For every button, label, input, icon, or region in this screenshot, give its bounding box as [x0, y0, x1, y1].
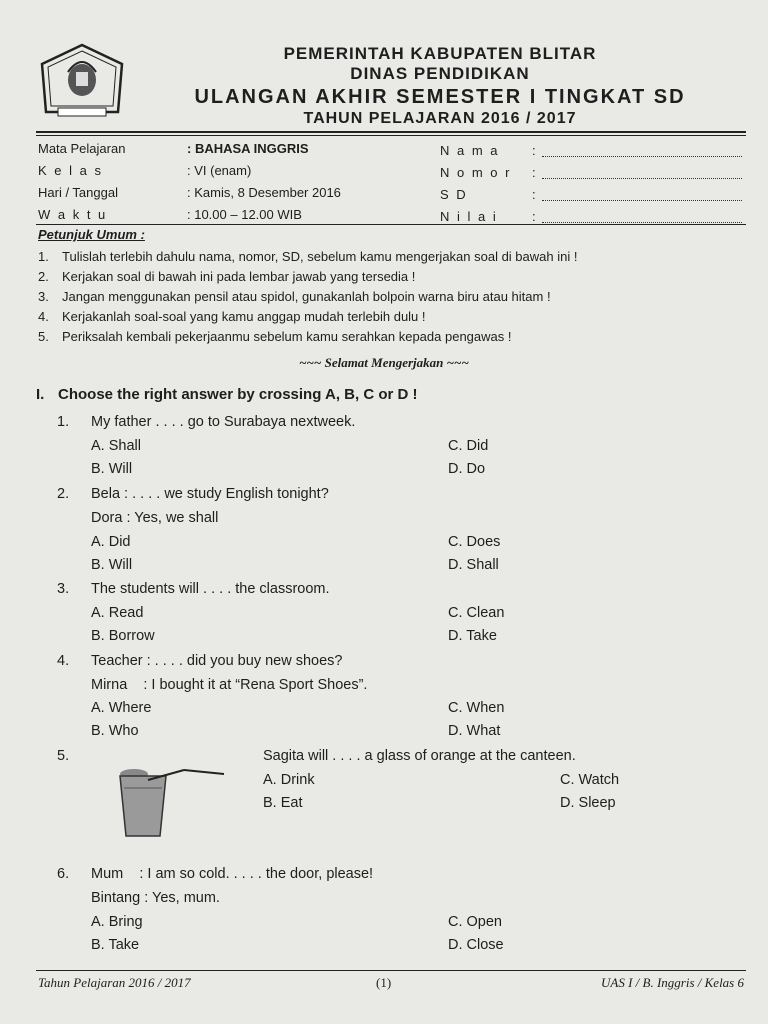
- number-colon: :: [532, 165, 536, 180]
- option-b[interactable]: B. Who: [91, 723, 139, 739]
- orange-juice-glass-icon: [112, 766, 232, 842]
- question-text: Mum : I am so cold. . . . . the door, please!: [91, 866, 374, 882]
- option-a[interactable]: A. Did: [91, 534, 131, 550]
- instruction-item: [38, 249, 577, 264]
- number-label: N o m o r: [440, 165, 512, 180]
- school-label: S D: [440, 187, 468, 202]
- option-d[interactable]: D. Close: [448, 937, 504, 953]
- regency-emblem-icon: [38, 42, 126, 122]
- header-government: PEMERINTAH KABUPATEN BLITAR: [283, 44, 597, 63]
- time-value: : 10.00 – 12.00 WIB: [187, 207, 302, 222]
- header-divider: [36, 131, 746, 133]
- question-text: Sagita will . . . . a glass of orange at the canteen.: [263, 748, 576, 764]
- question-text: The students will . . . . the classroom.: [91, 581, 330, 597]
- section-title: Choose the right answer by crossing A, B, C or D !: [58, 386, 418, 403]
- time-label: W a k t u: [38, 207, 108, 222]
- instruction-number: 3.: [38, 289, 49, 304]
- date-label: Hari / Tanggal: [38, 185, 118, 200]
- question-text: Teacher : . . . . did you buy new shoes?: [91, 653, 343, 669]
- option-c[interactable]: C. Did: [448, 438, 489, 454]
- option-a[interactable]: A. Where: [91, 700, 152, 716]
- instruction-item: [38, 309, 426, 324]
- header-exam-title: ULANGAN AKHIR SEMESTER I TINGKAT SD: [194, 86, 686, 108]
- question-text: Bintang : Yes, mum.: [91, 890, 220, 906]
- instructions-title: Petunjuk Umum :: [38, 227, 145, 242]
- section-number: I.: [36, 386, 45, 403]
- option-c[interactable]: C. Clean: [448, 605, 505, 621]
- question-text: Bela : . . . . we study English tonight?: [91, 486, 329, 502]
- score-label: N i l a i: [440, 209, 498, 224]
- footer-divider: [36, 970, 746, 971]
- name-label: N a m a: [440, 143, 500, 158]
- option-d[interactable]: D. Sleep: [560, 795, 616, 811]
- name-field[interactable]: [542, 145, 742, 157]
- question-text: My father . . . . go to Surabaya nextweek.: [91, 414, 356, 430]
- option-b[interactable]: B. Will: [91, 461, 133, 477]
- question-number: 4.: [57, 653, 70, 669]
- section-heading: [36, 386, 418, 403]
- question-number: 1.: [57, 414, 70, 430]
- question-number: 6.: [57, 866, 70, 882]
- page-number: (1): [376, 975, 392, 990]
- score-colon: :: [532, 209, 536, 224]
- option-c[interactable]: C. Watch: [560, 772, 620, 788]
- instruction-text: Tulislah terlebih dahulu nama, nomor, SD, sebelum kamu mengerjakan soal di bawah ini !: [62, 249, 578, 264]
- score-field[interactable]: [542, 211, 742, 223]
- option-d[interactable]: D. Do: [448, 461, 486, 477]
- option-c[interactable]: C. When: [448, 700, 505, 716]
- instruction-number: 1.: [38, 249, 49, 264]
- instruction-number: 4.: [38, 309, 49, 324]
- instruction-item: [38, 289, 551, 304]
- instruction-text: Kerjakan soal di bawah ini pada lembar jawab yang tersedia !: [62, 269, 416, 284]
- class-value: : VI (enam): [187, 163, 252, 178]
- option-c[interactable]: C. Open: [448, 914, 502, 930]
- subject-label: Mata Pelajaran: [38, 141, 126, 156]
- footer-school-year: Tahun Pelajaran 2016 / 2017: [38, 975, 191, 990]
- name-colon: :: [532, 143, 536, 158]
- subject-value: : BAHASA INGGRIS: [187, 141, 309, 156]
- instruction-number: 2.: [38, 269, 49, 284]
- option-c[interactable]: C. Does: [448, 534, 501, 550]
- info-divider: [36, 224, 746, 225]
- number-field[interactable]: [542, 167, 742, 179]
- question-number: 5.: [57, 748, 70, 764]
- school-colon: :: [532, 187, 536, 202]
- instruction-text: Jangan menggunakan pensil atau spidol, gunakanlah bolpoin warna biru atau hitam !: [62, 289, 551, 304]
- question-number: 3.: [57, 581, 70, 597]
- option-d[interactable]: D. Take: [448, 628, 497, 644]
- option-a[interactable]: A. Bring: [91, 914, 143, 930]
- class-label: K e l a s: [38, 163, 103, 178]
- option-a[interactable]: A. Shall: [91, 438, 141, 454]
- option-b[interactable]: B. Take: [91, 937, 140, 953]
- option-d[interactable]: D. What: [448, 723, 501, 739]
- option-a[interactable]: A. Drink: [263, 772, 315, 788]
- school-field[interactable]: [542, 189, 742, 201]
- footer-exam-code: UAS I / B. Inggris / Kelas 6: [601, 975, 744, 990]
- instruction-item: [38, 329, 511, 344]
- option-a[interactable]: A. Read: [91, 605, 144, 621]
- greeting: ~~~ Selamat Mengerjakan ~~~: [299, 355, 469, 370]
- header-divider-thin: [36, 135, 746, 136]
- instruction-item: [38, 269, 415, 284]
- option-b[interactable]: B. Will: [91, 557, 133, 573]
- instruction-number: 5.: [38, 329, 49, 344]
- instruction-text: Periksalah kembali pekerjaanmu sebelum kamu serahkan kepada pengawas !: [62, 329, 512, 344]
- date-value: : Kamis, 8 Desember 2016: [187, 185, 341, 200]
- question-number: 2.: [57, 486, 70, 502]
- question-text: Dora : Yes, we shall: [91, 510, 219, 526]
- option-d[interactable]: D. Shall: [448, 557, 499, 573]
- option-b[interactable]: B. Eat: [263, 795, 303, 811]
- instruction-text: Kerjakanlah soal-soal yang kamu anggap mudah terlebih dulu !: [62, 309, 426, 324]
- header-school-year: TAHUN PELAJARAN 2016 / 2017: [303, 110, 577, 127]
- header-department: DINAS PENDIDIKAN: [350, 64, 530, 83]
- option-b[interactable]: B. Borrow: [91, 628, 155, 644]
- question-text: Mirna : I bought it at “Rena Sport Shoes”.: [91, 677, 368, 693]
